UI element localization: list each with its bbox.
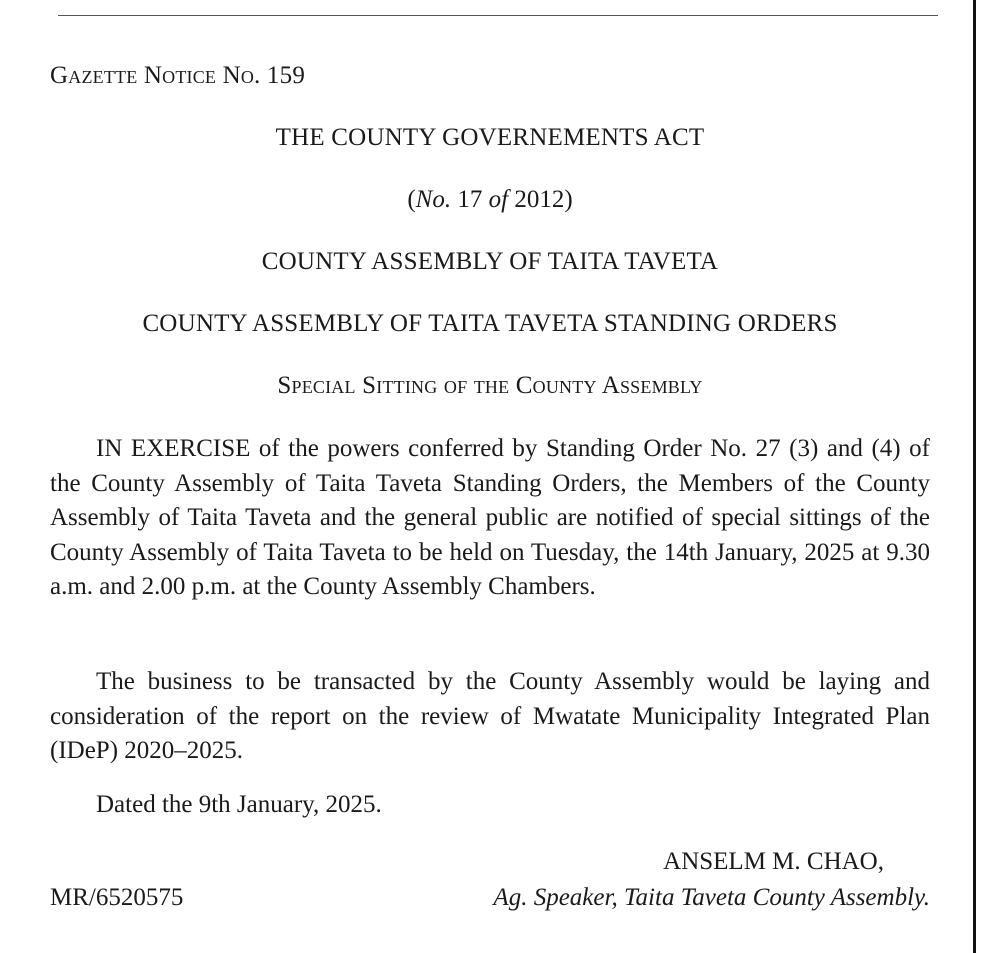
standing-orders-title: COUNTY ASSEMBLY OF TAITA TAVETA STANDING ORDERS bbox=[142, 310, 838, 337]
dated-line: Dated the 9th January, 2025. bbox=[96, 791, 382, 818]
act-number-of-label: of bbox=[488, 186, 509, 213]
column-border bbox=[973, 0, 976, 953]
act-number-open: ( bbox=[407, 186, 416, 213]
signatory-name: ANSELM M. CHAO, bbox=[663, 848, 884, 875]
assembly-name: COUNTY ASSEMBLY OF TAITA TAVETA bbox=[261, 248, 719, 275]
act-number-no-label: No. bbox=[415, 186, 452, 213]
signatory-title: Ag. Speaker, Taita Taveta County Assembly. bbox=[493, 884, 930, 911]
notice-paragraph-1: IN EXERCISE of the powers conferred by Standing Order No. 27 (3) and (4) of the County Assembly of Taita Taveta Standing Orders, the Members of the County Assembly of Taita Taveta and the general public are notified of special sittings of the County Assembly of Taita Taveta to be held on Tuesday, the 14th January, 2025 at 9.30 a.m. and 2.00 p.m. at the County Assembly Chambers. bbox=[50, 435, 930, 600]
special-sitting-heading: Special Sitting of the County Assembly bbox=[277, 372, 703, 399]
notice-paragraph-2: The business to be transacted by the County Assembly would be laying and consideration of the report on the review of Mwatate Municipality Integrated Plan (IDeP) 2020–2025. bbox=[50, 668, 930, 764]
act-title: THE COUNTY GOVERNEMENTS ACT bbox=[275, 124, 705, 151]
act-number-year: 2012) bbox=[508, 186, 573, 213]
act-number bbox=[50, 186, 930, 214]
act-number-value: 17 bbox=[451, 186, 489, 213]
gazette-notice-number: Gazette Notice No. 159 bbox=[50, 62, 306, 89]
top-divider bbox=[58, 15, 938, 16]
reference-number: MR/6520575 bbox=[50, 884, 184, 911]
